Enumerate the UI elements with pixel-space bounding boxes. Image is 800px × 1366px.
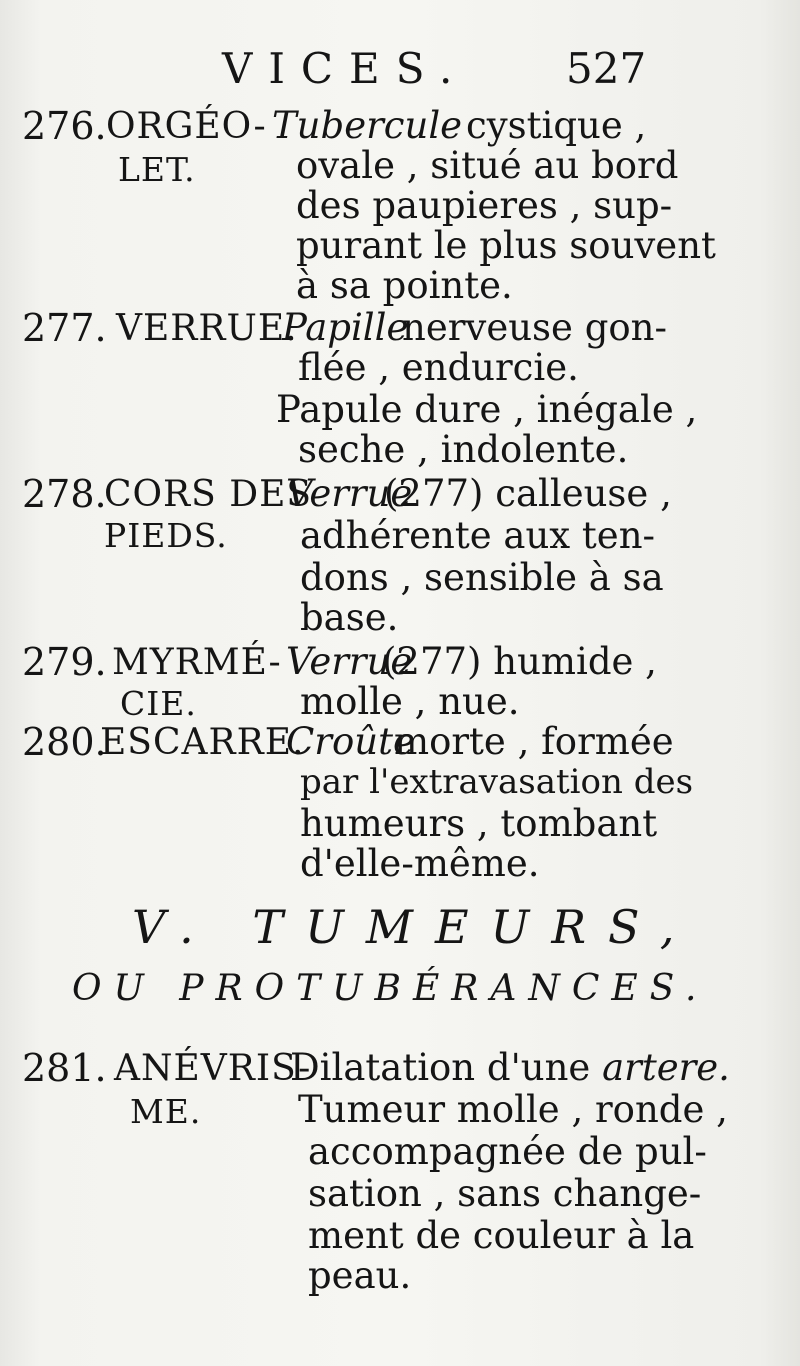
definition-line: Tumeur molle , ronde ,: [298, 1088, 728, 1131]
definition-lead: Verrue: [286, 472, 413, 515]
definition-line: humeurs , tombant: [300, 802, 658, 845]
entry-number: 276.: [22, 104, 107, 148]
definition-line: par l'extravasation des: [300, 762, 694, 802]
running-head: VICES.: [222, 44, 469, 93]
definition-lead: Tubercule: [272, 104, 463, 147]
definition-line: peau.: [308, 1254, 412, 1297]
entry-term-cont: LET.: [118, 150, 196, 189]
entry-term: ESCARRE.: [100, 722, 305, 763]
section-subtitle: OU PROTUBÉRANCES.: [72, 968, 709, 1009]
entry-term: MYRMÉ-: [112, 642, 282, 683]
definition-line: morte , formée: [394, 720, 674, 763]
entry-number: 280.: [22, 720, 107, 764]
definition-line: purant le plus souvent: [296, 224, 716, 267]
definition-line: ovale , situé au bord: [296, 144, 679, 187]
definition-italic: artere.: [602, 1046, 730, 1089]
definition-line: des paupieres , sup-: [296, 184, 673, 227]
entry-term-cont: PIEDS.: [104, 516, 228, 555]
definition-line: Papule dure , inégale ,: [276, 388, 698, 431]
definition-lead: [290, 1046, 730, 1089]
definition-line: nerveuse gon-: [402, 306, 667, 349]
definition-line: d'elle-même.: [300, 842, 540, 885]
entry-number: 281.: [22, 1046, 107, 1090]
definition-text: Dilatation d'une: [290, 1046, 591, 1089]
definition-lead: Verrue: [286, 640, 413, 683]
entry-number: 278.: [22, 472, 107, 516]
definition-line: à sa pointe.: [296, 264, 513, 307]
definition-line: dons , sensible à sa: [300, 556, 664, 599]
entry-number: 277.: [22, 306, 107, 350]
definition-lead: Croûte: [286, 720, 415, 763]
definition-line: base.: [300, 596, 399, 639]
entry-term: CORS DES: [104, 474, 313, 515]
definition-line: (277) humide ,: [382, 640, 657, 683]
definition-line: adhérente aux ten-: [300, 514, 656, 557]
definition-lead: Papille: [282, 306, 409, 349]
definition-line: molle , nue.: [300, 680, 520, 723]
entry-term: VERRUE.: [116, 308, 298, 349]
entry-number: 279.: [22, 640, 107, 684]
definition-line: sation , sans change-: [308, 1172, 702, 1215]
definition-line: seche , indolente.: [298, 428, 629, 471]
entry-term-cont: CIE.: [120, 684, 197, 723]
entry-term-cont: ME.: [130, 1092, 202, 1131]
section-title: V. TUMEURS,: [132, 900, 697, 954]
definition-line: accompagnée de pul-: [308, 1130, 707, 1173]
entry-term: ORGÉO-: [106, 106, 267, 147]
page-number: 527: [566, 44, 647, 93]
definition-line: (277) calleuse ,: [384, 472, 672, 515]
definition-line: flée , endurcie.: [298, 346, 579, 389]
definition-line: cystique ,: [466, 104, 647, 147]
definition-line: ment de couleur à la: [308, 1214, 695, 1257]
entry-term: ANÉVRIS-: [114, 1048, 312, 1089]
